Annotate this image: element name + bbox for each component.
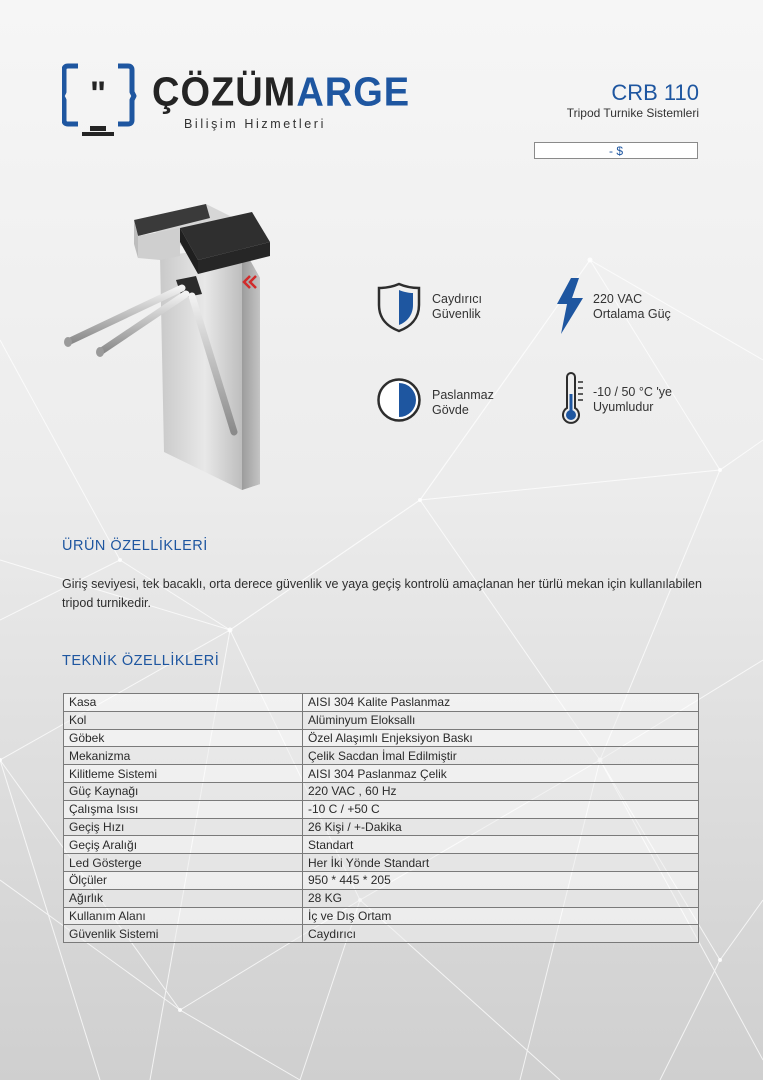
spec-key: Geçiş Aralığı — [64, 836, 303, 854]
table-row — [64, 818, 699, 836]
model-title: CRB 110 — [611, 80, 699, 105]
spec-table — [63, 693, 699, 943]
table-row — [64, 871, 699, 889]
feature-temperature — [593, 385, 672, 414]
spec-key: Kullanım Alanı — [64, 907, 303, 925]
feature-line: Ortalama Güç — [593, 306, 671, 321]
feature-line: Paslanmaz — [432, 388, 494, 402]
table-row — [64, 907, 699, 925]
feature-line: Uyumludur — [593, 399, 654, 414]
feature-line: 220 VAC — [593, 292, 643, 306]
table-row — [64, 800, 699, 818]
feature-power — [593, 292, 671, 321]
table-row — [64, 782, 699, 800]
thermometer-icon — [558, 372, 588, 428]
table-row — [64, 711, 699, 729]
table-row — [64, 889, 699, 907]
feature-grid — [0, 0, 763, 440]
brand-subtitle: Bilişim Hizmetleri — [184, 117, 326, 131]
spec-value: AISI 304 Kalite Paslanmaz — [303, 694, 699, 712]
table-row — [64, 729, 699, 747]
spec-value: 26 Kişi / +-Dakika — [303, 818, 699, 836]
spec-value: Çelik Sacdan İmal Edilmiştir — [303, 747, 699, 765]
spec-key: Çalışma Isısı — [64, 800, 303, 818]
spec-key: Güvenlik Sistemi — [64, 925, 303, 943]
feature-deterrent-security — [432, 292, 482, 321]
spec-value: Özel Alaşımlı Enjeksiyon Baskı — [303, 729, 699, 747]
spec-key: Ölçüler — [64, 871, 303, 889]
model-subtitle: Tripod Turnike Sistemleri — [566, 106, 699, 120]
lightning-icon — [555, 278, 585, 334]
spec-value: İç ve Dış Ortam — [303, 907, 699, 925]
spec-key: Güç Kaynağı — [64, 782, 303, 800]
spec-key: Ağırlık — [64, 889, 303, 907]
spec-value: AISI 304 Paslanmaz Çelik — [303, 765, 699, 783]
spec-key: Led Gösterge — [64, 854, 303, 872]
feature-stainless-body — [432, 388, 494, 417]
product-features-title: ÜRÜN ÖZELLİKLERİ — [62, 538, 208, 554]
spec-key: Kol — [64, 711, 303, 729]
spec-value: 220 VAC , 60 Hz — [303, 782, 699, 800]
half-circle-icon — [376, 377, 422, 423]
spec-key: Göbek — [64, 729, 303, 747]
feature-line: Güvenlik — [432, 306, 481, 321]
spec-value: Standart — [303, 836, 699, 854]
shield-icon — [376, 281, 422, 333]
brand-name-part2: ARGE — [296, 70, 411, 116]
spec-key: Kasa — [64, 694, 303, 712]
table-row — [64, 694, 699, 712]
table-row — [64, 747, 699, 765]
feature-line: Gövde — [432, 402, 469, 417]
price-box: - $ — [534, 142, 698, 159]
feature-line: Caydırıcı — [432, 292, 483, 306]
spec-key: Mekanizma — [64, 747, 303, 765]
spec-value: 950 * 445 * 205 — [303, 871, 699, 889]
table-row — [64, 854, 699, 872]
table-row — [64, 925, 699, 943]
product-description: Giriş seviyesi, tek bacaklı, orta derece güvenlik ve yaya geçiş kontrolü amaçlanan her türlü mekan için kullanılabilen tripod turnikedir. — [62, 577, 702, 610]
spec-value: Alüminyum Eloksallı — [303, 711, 699, 729]
spec-key: Geçiş Hızı — [64, 818, 303, 836]
spec-value: 28 KG — [303, 889, 699, 907]
brand-name-part1: ÇÖZÜM — [152, 70, 297, 116]
feature-line: -10 / 50 °C 'ye — [593, 385, 672, 399]
table-row — [64, 836, 699, 854]
svg-text:": " — [89, 75, 107, 113]
technical-features-title: TEKNİK ÖZELLİKLERİ — [62, 653, 220, 669]
table-row — [64, 765, 699, 783]
spec-value: -10 C / +50 C — [303, 800, 699, 818]
spec-value: Her İki Yönde Standart — [303, 854, 699, 872]
spec-value: Caydırıcı — [303, 925, 699, 943]
spec-key: Kilitleme Sistemi — [64, 765, 303, 783]
